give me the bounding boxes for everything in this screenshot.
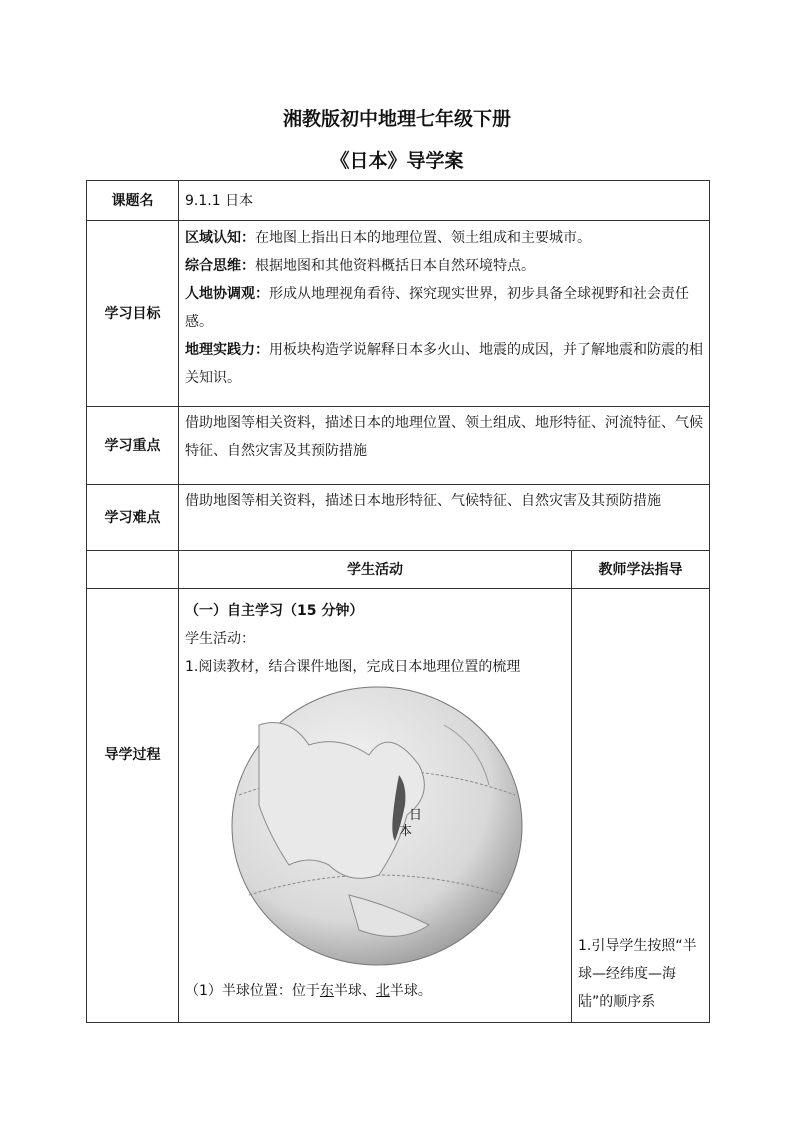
hemisphere-suffix: 半球。	[389, 983, 432, 999]
topic-value: 9.1.1 日本	[179, 181, 710, 221]
task-text: 1.阅读教材，结合课件地图，完成日本地理位置的梳理	[185, 659, 521, 675]
hemisphere-mid: 半球、	[333, 983, 376, 999]
objective-item	[185, 252, 703, 280]
document-title: 湘教版初中地理七年级下册	[282, 108, 511, 130]
column-header-row	[87, 551, 710, 589]
topic-row	[87, 181, 710, 221]
objective-heading: 区域认知：	[185, 230, 255, 246]
process-label: 导学过程	[87, 589, 179, 1023]
objective-text: 用板块构造学说解释日本多火山、地震的成因，并了解地震和防震的相关知识。	[185, 342, 703, 386]
student-activity-header: 学生活动	[179, 551, 572, 589]
difficulties-row	[87, 485, 710, 551]
japan-label-ben: 本	[399, 824, 413, 839]
activity-intro: 学生活动：	[185, 631, 255, 647]
process-row	[87, 589, 710, 1023]
objectives-label: 学习目标	[87, 221, 179, 407]
topic-label: 课题名	[87, 181, 179, 221]
student-activity-cell	[179, 589, 572, 1023]
objective-text: 形成从地理视角看待、探究现实世界，初步具备全球视野和社会责任感。	[185, 286, 689, 330]
key-points-value: 借助地图等相关资料，描述日本的地理位置、领土组成、地形特征、河流特征、气候特征、自然灾害及其预防措施	[179, 407, 710, 485]
key-points-row	[87, 407, 710, 485]
objective-heading: 地理实践力：	[185, 342, 269, 358]
teacher-guidance-header: 教师学法指导	[572, 551, 710, 589]
objective-heading: 人地协调观：	[185, 286, 269, 302]
objective-text: 在地图上指出日本的地理位置、领土组成和主要城市。	[255, 230, 591, 246]
japan-label-ri: 日	[409, 808, 423, 823]
difficulties-label: 学习难点	[87, 485, 179, 551]
answer-east: 东	[319, 983, 334, 999]
empty-header-cell	[87, 551, 179, 589]
hemisphere-position	[185, 977, 565, 1005]
teacher-guidance-cell	[572, 589, 710, 1023]
objectives-content	[179, 221, 710, 407]
objective-heading: 综合思维：	[185, 258, 255, 274]
section-title: （一）自主学习（15 分钟）	[185, 603, 364, 619]
answer-north: 北	[375, 983, 390, 999]
guide-table	[86, 180, 710, 1023]
difficulties-value: 借助地图等相关资料，描述日本地形特征、气候特征、自然灾害及其预防措施	[179, 485, 710, 551]
globe-figure	[229, 685, 565, 977]
objective-item	[185, 280, 703, 336]
objective-item	[185, 336, 703, 392]
objective-item	[185, 224, 703, 252]
objective-text: 根据地图和其他资料概括日本自然环境特点。	[255, 258, 535, 274]
document-subtitle: 《日本》导学案	[330, 150, 464, 172]
teacher-note: 1.引导学生按照“半球—经纬度—海陆”的顺序系	[578, 938, 697, 1010]
hemisphere-prefix: （1）半球位置：位于	[185, 983, 320, 999]
globe-map-image	[229, 685, 525, 967]
key-points-label: 学习重点	[87, 407, 179, 485]
objectives-row	[87, 221, 710, 407]
